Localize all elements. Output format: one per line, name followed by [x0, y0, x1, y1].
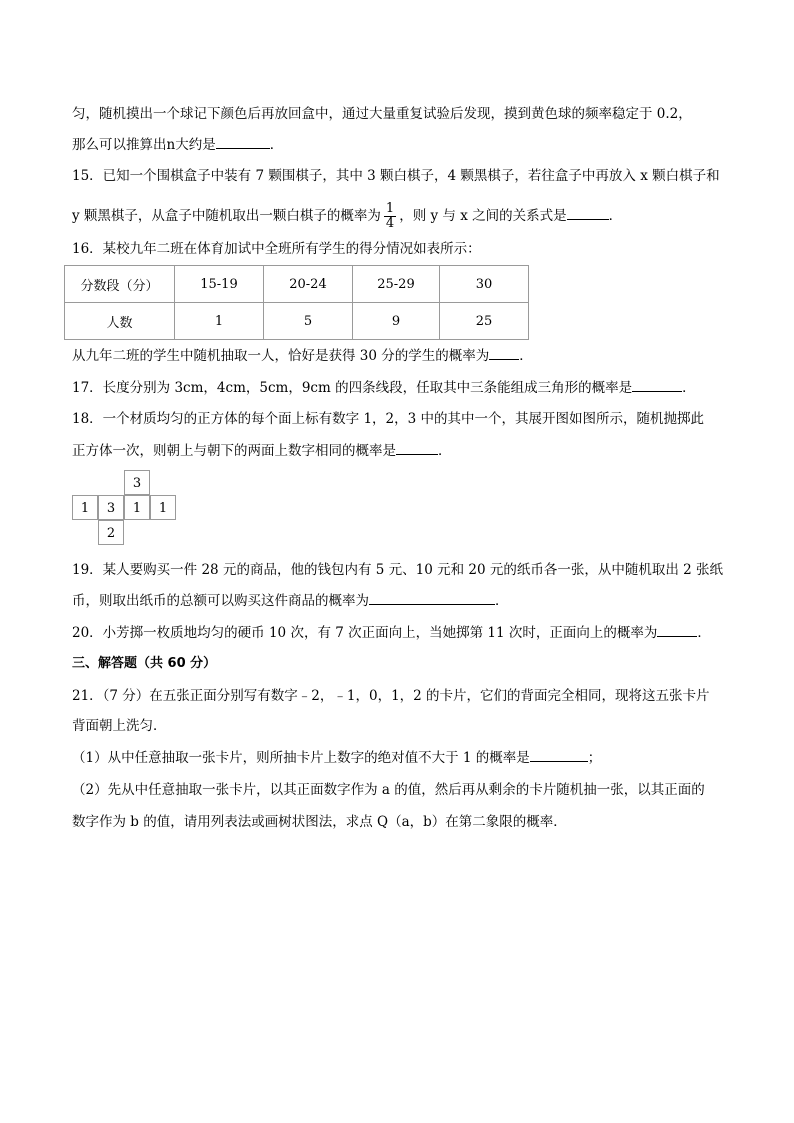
table-cell: 分数段（分） [65, 266, 175, 303]
cube-net-figure [72, 470, 180, 548]
q16-followup [72, 345, 533, 366]
q19-line-2 [72, 590, 509, 611]
q14-line-1 [72, 104, 692, 124]
q15-line-1 [72, 166, 720, 186]
q21-part-2-line-2 [72, 812, 567, 832]
table-cell: 1 [175, 303, 264, 340]
net-cell: 1 [124, 495, 150, 520]
answer-blank-q15[interactable] [567, 205, 609, 220]
q21-part1-end: ； [587, 750, 602, 766]
q21-text-1: 21．（7 分）在五张正面分别写有数字﹣2，﹣1，0，1，2 的卡片，它们的背面完全相同，现将这五张卡片 [72, 688, 710, 704]
q21-part-2-line-1 [72, 780, 705, 800]
answer-blank-q19[interactable] [369, 590, 495, 605]
q17-line [72, 377, 696, 398]
q19-line-1 [72, 560, 723, 580]
q21-part-1 [72, 747, 601, 768]
answer-blank-q17[interactable] [632, 377, 682, 392]
net-cell-bottom: 2 [98, 520, 124, 545]
q18-line-1 [72, 409, 704, 429]
answer-blank-q16[interactable] [489, 345, 519, 360]
net-cell: 1 [150, 495, 176, 520]
q19-text-1: 19．某人要购买一件 28 元的商品，他的钱包内有 5 元、10 元和 20 元的纸币各一张，从中随机取出 2 张纸 [72, 562, 724, 578]
q14-end: ． [269, 137, 284, 153]
table-cell: 9 [353, 303, 440, 340]
net-cell-top: 3 [124, 470, 150, 495]
q19-end: ． [495, 593, 509, 609]
q16-text [72, 239, 481, 259]
table-header-row [65, 266, 529, 303]
q16-question: 16．某校九年二班在体育加试中全班所有学生的得分情况如表所示： [72, 241, 481, 257]
section-heading: 三、解答题（共 60 分） [72, 656, 217, 671]
q14-line-2 [72, 134, 283, 155]
table-cell: 15-19 [175, 266, 264, 303]
table-cell: 5 [264, 303, 353, 340]
q21-text-2: 背面朝上洗匀． [72, 718, 167, 734]
net-cell: 3 [98, 495, 124, 520]
q18-end: ． [438, 443, 452, 459]
q20-text: 20．小芳掷一枚质地均匀的硬币 10 次，有 7 次正面向上，当她掷第 11 次时，正面向上的概率为 [72, 625, 658, 641]
table-row [65, 303, 529, 340]
q15-line-2 [72, 202, 622, 231]
table-cell: 25 [440, 303, 529, 340]
table-cell: 25-29 [353, 266, 440, 303]
q21-part1-text: （1）从中任意抽取一张卡片，则所抽卡片上数字的绝对值不大于 1 的概率是 [72, 750, 530, 766]
fraction-numerator: 1 [385, 201, 395, 216]
q16-end: ． [519, 348, 533, 364]
fraction-denominator: 4 [385, 216, 395, 231]
q14-text-1: 匀，随机摸出一个球记下颜色后再放回盒中，通过大量重复试验后发现，摸到黄色球的频率稳定于 0.2， [72, 106, 692, 122]
q18-text-1: 18．一个材质均匀的正方体的每个面上标有数字 1，2，3 中的其中一个，其展开图如图所示，随机抛掷此 [72, 411, 705, 427]
q20-line [72, 622, 711, 643]
table-cell: 人数 [65, 303, 175, 340]
q14-text-2: 那么可以推算出n大约是 [72, 137, 216, 153]
q21-part2-text-2: 数字作为 b 的值，请用列表法或画树状图法，求点 Q（a，b）在第二象限的概率． [72, 814, 567, 830]
q21-line-1 [72, 686, 710, 706]
q15-end: ． [608, 208, 623, 224]
q15-text-1: 15．已知一个围棋盒子中装有 7 颗围棋子，其中 3 颗白棋子，4 颗黑棋子，若往盒子中再放入 x 颗白棋子和 [72, 168, 720, 184]
q16-text-2: 从九年二班的学生中随机抽取一人，恰好是获得 30 分的学生的概率为 [72, 348, 490, 364]
q18-text-2: 正方体一次，则朝上与朝下的两面上数字相同的概率是 [72, 443, 396, 459]
q21-part2-text-1: （2）先从中任意抽取一张卡片，以其正面数字作为 a 的值，然后再从剩余的卡片随机抽一张，以其正面的 [72, 782, 705, 798]
answer-blank-q18[interactable] [396, 440, 438, 455]
q17-text: 17．长度分别为 3cm，4cm，5cm，9cm 的四条线段，任取其中三条能组成三角形的概率是 [72, 380, 633, 396]
net-cell: 1 [72, 495, 98, 520]
table-cell: 30 [440, 266, 529, 303]
q19-text-2: 币，则取出纸币的总额可以购买这件商品的概率为 [72, 593, 369, 609]
q18-line-2 [72, 440, 452, 461]
answer-blank-q21-1[interactable] [530, 747, 588, 762]
q15-text-2: y 颗黑棋子，从盒子中随机取出一颗白棋子的概率为 [72, 208, 381, 224]
q17-end: ． [682, 380, 696, 396]
table-cell: 20-24 [264, 266, 353, 303]
answer-blank-q14[interactable] [216, 134, 270, 149]
score-table [64, 265, 529, 340]
answer-blank-q20[interactable] [657, 622, 697, 637]
q20-end: ． [697, 625, 711, 641]
fraction [384, 202, 396, 231]
q15-text-3: ，则 y 与 x 之间的关系式是 [399, 208, 567, 224]
q21-line-2 [72, 716, 167, 736]
